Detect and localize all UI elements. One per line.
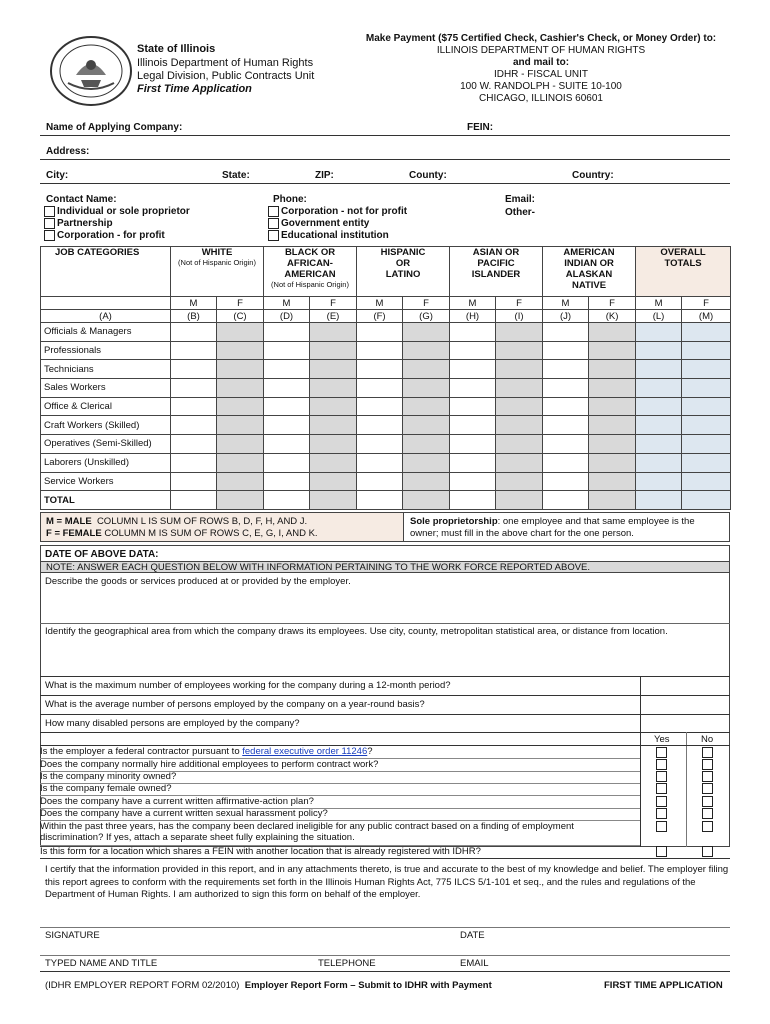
- count-cell[interactable]: [357, 323, 403, 342]
- table-row: [41, 416, 731, 435]
- date-input[interactable]: [160, 546, 720, 559]
- count-cell[interactable]: [264, 435, 310, 454]
- count-cell[interactable]: [217, 360, 264, 379]
- yn-question: Does the company have a current written sexual harassment policy?: [40, 808, 328, 819]
- count-cell[interactable]: [589, 453, 636, 472]
- address-label: Address:: [46, 146, 90, 157]
- entity-educational[interactable]: Educational institution: [268, 230, 389, 241]
- county-label: County:: [409, 170, 447, 181]
- count-cell[interactable]: [496, 491, 543, 510]
- goods-question: Describe the goods or services produced at or provided by the employer.: [45, 576, 351, 587]
- count-cell[interactable]: [589, 360, 636, 379]
- count-cell[interactable]: [171, 379, 217, 398]
- phone-label: Phone:: [273, 194, 307, 205]
- no-checkbox[interactable]: [702, 808, 713, 819]
- count-cell[interactable]: [543, 323, 589, 342]
- state-seal-icon: [48, 35, 134, 107]
- data-rows: [41, 323, 731, 510]
- job-category-label: TOTAL: [41, 491, 171, 510]
- job-categories-header: JOB CATEGORIES: [41, 247, 171, 297]
- state-label: State:: [222, 170, 250, 181]
- county-input[interactable]: [450, 167, 565, 181]
- count-cell[interactable]: [403, 360, 450, 379]
- count-cell[interactable]: [171, 472, 217, 491]
- ineligible-question: Within the past three years, has the company been declared ineligible for any public contract based on a finding of employment: [40, 821, 574, 832]
- table-row: [41, 379, 731, 398]
- count-cell[interactable]: [496, 416, 543, 435]
- telephone-label: TELEPHONE: [318, 958, 376, 969]
- table-row: [41, 323, 731, 342]
- divider: [40, 714, 730, 715]
- count-cell[interactable]: [543, 397, 589, 416]
- yes-checkbox[interactable]: [656, 783, 667, 794]
- signature-input[interactable]: [45, 905, 730, 927]
- count-cell[interactable]: [310, 323, 357, 342]
- workforce-note: NOTE: ANSWER EACH QUESTION BELOW WITH INFORMATION PERTAINING TO THE WORK FORCE REPORTED ABOVE.: [41, 561, 729, 573]
- count-cell[interactable]: [496, 360, 543, 379]
- group-american-indian: AMERICAN INDIAN OR ALASKAN NATIVE: [543, 247, 636, 297]
- checkbox[interactable]: [44, 218, 55, 229]
- count-cell[interactable]: [403, 323, 450, 342]
- disabled-question: How many disabled persons are employed by the company?: [45, 718, 300, 729]
- geo-question: Identify the geographical area from which the company draws its employees. Use city, county, metropolitan statistical area, or distance from location.: [45, 626, 668, 637]
- footer-form: (IDHR EMPLOYER REPORT FORM 02/2010) Employer Report Form – Submit to IDHR with Payment: [45, 980, 492, 991]
- answer-divider: [640, 676, 641, 847]
- certification-text: I certify that the information provided in this report, and in any attachments thereto, is true and accurate to the best of my knowledge and belief. The employer filing this report agrees to conform with the requirements set forth in the Illinois Human Rights Act, 775 ILCS 5/1-101 et seq., and the rules and regulations of the Department of Human Rights. I am authorized to sign this form on behalf of the employer.: [45, 864, 729, 900]
- count-cell[interactable]: [264, 341, 310, 360]
- entity-government[interactable]: Government entity: [268, 218, 369, 229]
- count-cell[interactable]: [543, 491, 589, 510]
- yn-question: Is the company minority owned?: [40, 771, 177, 782]
- job-category-label: Office & Clerical: [41, 397, 171, 416]
- email-sign-label: EMAIL: [460, 958, 489, 969]
- city-label: City:: [46, 170, 69, 181]
- count-cell[interactable]: [682, 360, 731, 379]
- count-cell[interactable]: [589, 472, 636, 491]
- count-cell[interactable]: [217, 472, 264, 491]
- zip-label: ZIP:: [315, 170, 334, 181]
- count-cell[interactable]: [450, 360, 496, 379]
- count-cell[interactable]: [450, 323, 496, 342]
- count-cell[interactable]: [496, 435, 543, 454]
- count-cell[interactable]: [310, 341, 357, 360]
- divider: [40, 676, 730, 677]
- count-cell[interactable]: [310, 360, 357, 379]
- count-cell[interactable]: [450, 341, 496, 360]
- geo-input[interactable]: [44, 638, 726, 674]
- header-form-type: First Time Application: [137, 83, 252, 95]
- executive-order-link[interactable]: federal executive order 11246: [242, 746, 368, 757]
- mail-to: and mail to:: [512, 57, 570, 68]
- count-cell[interactable]: [450, 397, 496, 416]
- entity-individual[interactable]: Individual or sole proprietor: [44, 206, 190, 217]
- count-cell[interactable]: [264, 416, 310, 435]
- count-cell[interactable]: [543, 453, 589, 472]
- no-checkbox[interactable]: [702, 783, 713, 794]
- signature-line: [40, 927, 730, 928]
- count-cell[interactable]: [636, 379, 682, 398]
- count-cell[interactable]: [310, 472, 357, 491]
- no-checkbox[interactable]: [702, 846, 713, 857]
- typed-name-label: TYPED NAME AND TITLE: [45, 958, 158, 969]
- no-checkbox[interactable]: [702, 747, 713, 758]
- count-cell[interactable]: [543, 416, 589, 435]
- count-cell[interactable]: [171, 491, 217, 510]
- yn-question: Does the company normally hire additional employees to perform contract work?: [40, 759, 379, 770]
- date-sign-label: DATE: [460, 930, 485, 941]
- job-category-label: Sales Workers: [41, 379, 171, 398]
- count-cell[interactable]: [217, 416, 264, 435]
- divider: [40, 732, 730, 733]
- divider: [40, 135, 730, 136]
- country-input[interactable]: [620, 167, 728, 181]
- count-cell[interactable]: [682, 453, 731, 472]
- yes-checkbox[interactable]: [656, 771, 667, 782]
- fein-input[interactable]: [500, 119, 728, 133]
- count-cell[interactable]: [636, 360, 682, 379]
- job-category-label: Laborers (Unskilled): [41, 453, 171, 472]
- count-cell[interactable]: [682, 472, 731, 491]
- ineligible-question-cont: discrimination? If yes, attach a separate sheet fully explaining the situation.: [40, 832, 355, 843]
- count-cell[interactable]: [636, 435, 682, 454]
- count-cell[interactable]: [403, 341, 450, 360]
- count-cell[interactable]: [217, 323, 264, 342]
- count-cell[interactable]: [450, 379, 496, 398]
- count-cell[interactable]: [264, 491, 310, 510]
- count-cell[interactable]: [217, 397, 264, 416]
- count-cell[interactable]: [496, 379, 543, 398]
- count-cell[interactable]: [171, 360, 217, 379]
- group-white: WHITE (Not of Hispanic Origin): [171, 247, 264, 297]
- count-cell[interactable]: [264, 360, 310, 379]
- count-cell[interactable]: [589, 435, 636, 454]
- count-cell[interactable]: [496, 453, 543, 472]
- no-checkbox[interactable]: [702, 771, 713, 782]
- count-cell[interactable]: [357, 360, 403, 379]
- table-row: [41, 453, 731, 472]
- count-cell[interactable]: [636, 416, 682, 435]
- count-cell[interactable]: [450, 491, 496, 510]
- count-cell[interactable]: [682, 323, 731, 342]
- job-category-label: Craft Workers (Skilled): [41, 416, 171, 435]
- count-cell[interactable]: [264, 379, 310, 398]
- federal-contractor-question: Is the employer a federal contractor pursuant to federal executive order 11246?: [40, 746, 373, 757]
- yn-question: Does the company have a current written affirmative-action plan?: [40, 796, 314, 807]
- count-cell[interactable]: [636, 453, 682, 472]
- fein-label: FEIN:: [467, 122, 494, 133]
- count-cell[interactable]: [496, 323, 543, 342]
- count-cell[interactable]: [310, 379, 357, 398]
- count-cell[interactable]: [403, 379, 450, 398]
- avg-employees-input[interactable]: [642, 696, 728, 713]
- payee: ILLINOIS DEPARTMENT OF HUMAN RIGHTS: [436, 45, 646, 56]
- count-cell[interactable]: [636, 397, 682, 416]
- count-cell[interactable]: [310, 491, 357, 510]
- divider: [40, 695, 730, 696]
- count-cell[interactable]: [589, 341, 636, 360]
- typed-name-input[interactable]: [45, 935, 730, 955]
- count-cell[interactable]: [496, 472, 543, 491]
- sex-header-row: M F M F M F M F M F M F: [41, 297, 731, 310]
- count-cell[interactable]: [217, 341, 264, 360]
- yes-no-divider: [686, 732, 687, 847]
- payee-street: 100 W. RANDOLPH - SUITE 10-100: [460, 81, 622, 92]
- yes-checkbox[interactable]: [656, 796, 667, 807]
- count-cell[interactable]: [450, 416, 496, 435]
- count-cell[interactable]: [310, 416, 357, 435]
- count-cell[interactable]: [589, 491, 636, 510]
- yes-checkbox[interactable]: [656, 808, 667, 819]
- count-cell[interactable]: [171, 341, 217, 360]
- job-category-label: Professionals: [41, 341, 171, 360]
- no-checkbox[interactable]: [702, 759, 713, 770]
- workforce-table: [40, 246, 731, 510]
- payment-title: Make Payment ($75 Certified Check, Cashier's Check, or Money Order) to:: [365, 33, 717, 44]
- other-label: Other-: [505, 207, 535, 218]
- shared-fein-question: Is this form for a location which shares a FEIN with another location that is already registered with IDHR?: [40, 846, 481, 857]
- footer-right: FIRST TIME APPLICATION: [604, 980, 723, 991]
- contact-label: Contact Name:: [46, 194, 117, 205]
- table-row: [41, 341, 731, 360]
- job-category-label: Officials & Managers: [41, 323, 171, 342]
- count-cell[interactable]: [217, 453, 264, 472]
- avg-employees-question: What is the average number of persons employed by the company on a year-round basis?: [45, 699, 425, 710]
- count-cell[interactable]: [403, 416, 450, 435]
- count-cell[interactable]: [217, 491, 264, 510]
- footer-divider: [40, 971, 730, 972]
- count-cell[interactable]: [357, 453, 403, 472]
- count-cell[interactable]: [682, 379, 731, 398]
- company-input[interactable]: [190, 119, 460, 133]
- count-cell[interactable]: [589, 323, 636, 342]
- yes-checkbox[interactable]: [656, 759, 667, 770]
- signature-label: SIGNATURE: [45, 930, 100, 941]
- count-cell[interactable]: [543, 435, 589, 454]
- company-label: Name of Applying Company:: [46, 122, 183, 133]
- count-cell[interactable]: [636, 323, 682, 342]
- count-cell[interactable]: [171, 416, 217, 435]
- count-cell[interactable]: [543, 472, 589, 491]
- max-employees-input[interactable]: [642, 677, 728, 694]
- country-label: Country:: [572, 170, 614, 181]
- count-cell[interactable]: [589, 416, 636, 435]
- table-row: [41, 435, 731, 454]
- count-cell[interactable]: [496, 397, 543, 416]
- count-cell[interactable]: [682, 416, 731, 435]
- count-cell[interactable]: [171, 323, 217, 342]
- count-cell[interactable]: [310, 453, 357, 472]
- header-division: Legal Division, Public Contracts Unit: [137, 70, 315, 82]
- count-cell[interactable]: [450, 453, 496, 472]
- job-category-label: Technicians: [41, 360, 171, 379]
- count-cell[interactable]: [543, 379, 589, 398]
- header-dept: Illinois Department of Human Rights: [137, 57, 314, 69]
- disabled-input[interactable]: [642, 715, 728, 731]
- count-cell[interactable]: [264, 472, 310, 491]
- count-cell[interactable]: [682, 435, 731, 454]
- checkbox[interactable]: [268, 230, 279, 241]
- count-cell[interactable]: [636, 491, 682, 510]
- count-cell[interactable]: [357, 491, 403, 510]
- no-checkbox[interactable]: [702, 796, 713, 807]
- count-cell[interactable]: [403, 491, 450, 510]
- count-cell[interactable]: [171, 453, 217, 472]
- group-header-row: [41, 247, 731, 297]
- total-row: [41, 491, 731, 510]
- count-cell[interactable]: [217, 379, 264, 398]
- count-cell[interactable]: [310, 435, 357, 454]
- group-asian: ASIAN OR PACIFIC ISLANDER: [450, 247, 543, 297]
- count-cell[interactable]: [171, 435, 217, 454]
- no-checkbox[interactable]: [702, 821, 713, 832]
- count-cell[interactable]: [589, 379, 636, 398]
- max-employees-question: What is the maximum number of employees working for the company during a 12-month period?: [45, 680, 451, 691]
- goods-input[interactable]: [44, 588, 726, 620]
- count-cell[interactable]: [496, 341, 543, 360]
- count-cell[interactable]: [403, 435, 450, 454]
- count-cell[interactable]: [543, 360, 589, 379]
- count-cell[interactable]: [357, 379, 403, 398]
- job-category-label: Service Workers: [41, 472, 171, 491]
- address-input[interactable]: [95, 143, 725, 157]
- count-cell[interactable]: [636, 341, 682, 360]
- typed-line: [40, 955, 730, 956]
- payee-city: CHICAGO, ILLINOIS 60601: [479, 93, 603, 104]
- table-row: [41, 472, 731, 491]
- yes-checkbox[interactable]: [656, 846, 667, 857]
- payee-unit: IDHR - FISCAL UNIT: [493, 69, 589, 80]
- payment-block: [362, 33, 720, 105]
- yes-checkbox[interactable]: [656, 747, 667, 758]
- count-cell[interactable]: [543, 341, 589, 360]
- count-cell[interactable]: [403, 472, 450, 491]
- count-cell[interactable]: [403, 453, 450, 472]
- count-cell[interactable]: [357, 472, 403, 491]
- count-cell[interactable]: [357, 435, 403, 454]
- no-header: No: [701, 734, 714, 745]
- count-cell[interactable]: [357, 341, 403, 360]
- yes-checkbox[interactable]: [656, 821, 667, 832]
- count-cell[interactable]: [171, 397, 217, 416]
- divider: [40, 159, 730, 160]
- divider: [40, 183, 730, 184]
- zip-input[interactable]: [338, 167, 403, 181]
- checkbox[interactable]: [44, 206, 55, 217]
- count-cell[interactable]: [217, 435, 264, 454]
- yes-header: Yes: [654, 734, 670, 745]
- checkbox[interactable]: [44, 230, 55, 241]
- group-overall-totals: OVERALL TOTALS: [636, 247, 731, 297]
- group-hispanic: HISPANIC OR LATINO: [357, 247, 450, 297]
- count-cell[interactable]: [682, 491, 731, 510]
- sole-proprietor-note: Sole proprietorship: one employee and that same employee is the owner; must fill in the above chart for the one person.: [404, 512, 730, 542]
- count-cell[interactable]: [357, 397, 403, 416]
- entity-partnership[interactable]: Partnership: [44, 218, 113, 229]
- count-cell[interactable]: [450, 472, 496, 491]
- count-cell[interactable]: [357, 416, 403, 435]
- checkbox[interactable]: [268, 206, 279, 217]
- count-cell[interactable]: [264, 453, 310, 472]
- job-category-label: Operatives (Semi-Skilled): [41, 435, 171, 454]
- checkbox[interactable]: [268, 218, 279, 229]
- count-cell[interactable]: [450, 435, 496, 454]
- table-row: [41, 360, 731, 379]
- city-input[interactable]: [72, 167, 212, 181]
- header-state: State of Illinois: [137, 43, 216, 55]
- state-input[interactable]: [255, 167, 310, 181]
- group-black: BLACK OR AFRICAN-AMERICAN (Not of Hispanic Origin): [264, 247, 357, 297]
- entity-corp-profit[interactable]: Corporation - for profit: [44, 230, 165, 241]
- count-cell[interactable]: [264, 397, 310, 416]
- count-cell[interactable]: [682, 397, 731, 416]
- divider: [40, 623, 730, 624]
- count-cell[interactable]: [310, 397, 357, 416]
- count-cell[interactable]: [264, 323, 310, 342]
- column-letter-row: (A) (B) (C) (D) (E) (F) (G) (H) (I) (J) (K) (L) (M): [41, 310, 731, 323]
- date-label: DATE OF ABOVE DATA:: [45, 549, 159, 560]
- count-cell[interactable]: [403, 397, 450, 416]
- count-cell[interactable]: [589, 397, 636, 416]
- entity-corp-nonprofit[interactable]: Corporation - not for profit: [268, 206, 407, 217]
- count-cell[interactable]: [682, 341, 731, 360]
- email-label: Email:: [505, 194, 536, 205]
- sum-notes: M = MALE COLUMN L IS SUM OF ROWS B, D, F, H, AND J. F = FEMALE COLUMN M IS SUM OF ROWS C, E, G, I, AND K.: [40, 512, 404, 542]
- count-cell[interactable]: [636, 472, 682, 491]
- table-row: [41, 397, 731, 416]
- yn-question: Is the company female owned?: [40, 783, 172, 794]
- divider: [40, 858, 730, 859]
